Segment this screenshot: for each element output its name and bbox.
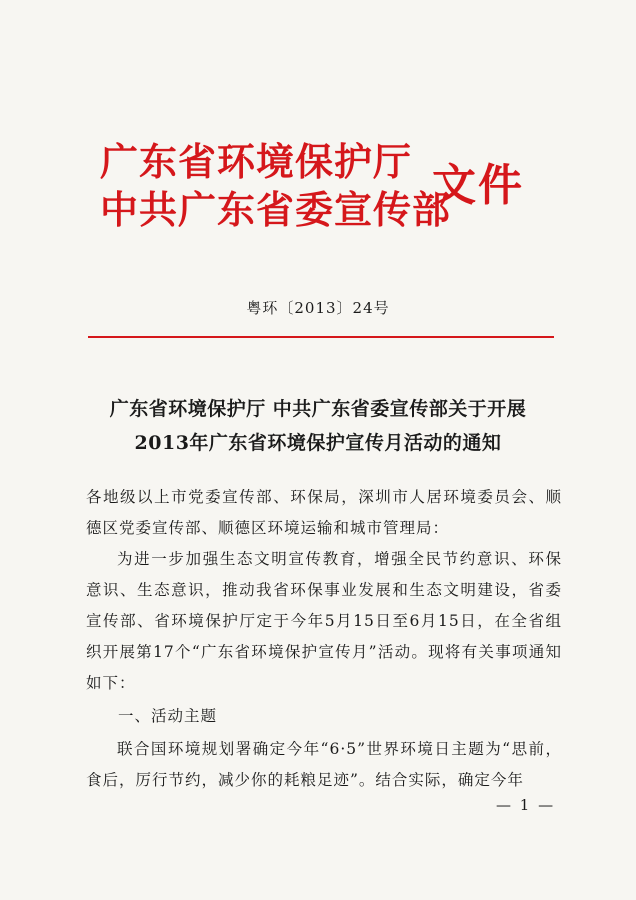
paragraph-1 bbox=[86, 544, 562, 699]
issuer-line-1: 广东省环境保护厅 bbox=[100, 139, 413, 184]
document-number: 粤环〔2013〕24号 bbox=[246, 299, 390, 317]
salutation bbox=[86, 482, 562, 544]
page-number: — 1 — bbox=[496, 796, 556, 814]
paragraph-2-text: 联合国环境规划署确定今年“6·5”世界环境日主题为“思前，食后，厉行节约，减少你的耗粮足迹”。结合实际，确定今年 bbox=[86, 740, 562, 789]
issuer-line-2: 中共广东省委宣传部 bbox=[100, 187, 452, 232]
title-line-2: 2013年广东省环境保护宣传月活动的通知 bbox=[134, 432, 502, 454]
red-divider-line bbox=[88, 336, 554, 338]
section-heading-1: 一、活动主题 bbox=[118, 707, 218, 725]
salutation-text: 各地级以上市党委宣传部、环保局，深圳市人居环境委员会、顺德区党委宣传部、顺德区环境运输和城市管理局： bbox=[86, 488, 562, 537]
document-type-label: 文件 bbox=[432, 160, 524, 211]
paragraph-1-text: 为进一步加强生态文明宣传教育，增强全民节约意识、环保意识、生态意识，推动我省环保事业发展和生态文明建设，省委宣传部、省环境保护厅定于今年5月15日至6月15日，在全省组织开展第17个“广东省环境保护宣传月”活动。现将有关事项通知如下： bbox=[86, 550, 562, 692]
title-line-1: 广东省环境保护厅 中共广东省委宣传部关于开展 bbox=[109, 398, 527, 420]
paragraph-2 bbox=[86, 734, 562, 796]
